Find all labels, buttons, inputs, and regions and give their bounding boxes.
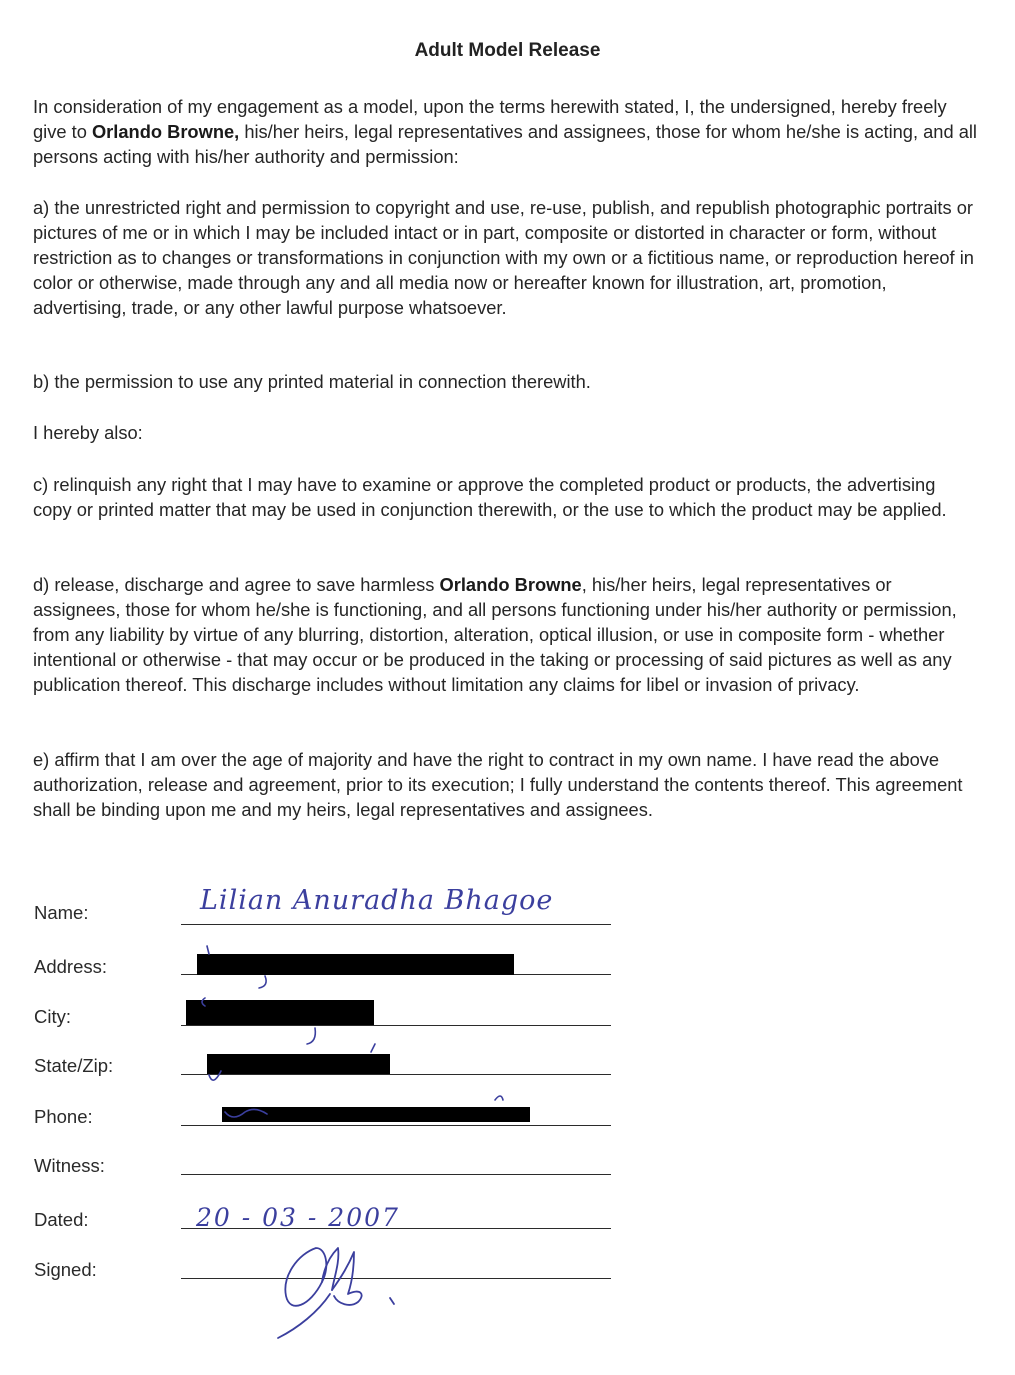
clause-d-post: , his/her heirs, legal representatives or assignees, those for whom he/she is functioning, and all persons functioning under his/her authority or permission, from any liability by virtue of any blurring, distortion, alteration, optical illusion, or use in composite form - whether intentional or otherwise - that may occur or be produced in the taking or processing of said pictures as well as any publication thereof. This discharge includes without limitation any claims for libel or invasion of privacy. bbox=[33, 574, 957, 695]
clause-a: a) the unrestricted right and permission to copyright and use, re-use, publish, and republish photographic portraits or pictures of me or in which I may be included intact or in part, composite or distorted in character or form, without restriction as to changes or transformations in conjunction with my own or a fictitious name, or reproduction hereof in color or otherwise, made through any and all media now or hereafter known for illustration, art, promotion, advertising, trade, or any other lawful purpose whatsoever. bbox=[33, 197, 974, 318]
handwritten-name: Lilian Anuradha Bhagoe bbox=[200, 885, 554, 916]
witness-line[interactable] bbox=[181, 1174, 611, 1175]
witness-label: Witness: bbox=[34, 1155, 105, 1176]
party-name: Orlando Browne, bbox=[91, 121, 240, 142]
signed-label: Signed: bbox=[34, 1259, 97, 1280]
phone-label: Phone: bbox=[34, 1106, 93, 1127]
handwritten-date: 20 - 03 - 2007 bbox=[196, 1203, 400, 1232]
clause-c: c) relinquish any right that I may have to examine or approve the completed product or products, the advertising copy or printed matter that may be used in conjunction therewith, or the use to which the product may be applied. bbox=[33, 474, 947, 520]
phone-line[interactable] bbox=[181, 1125, 611, 1126]
party-name-d: Orlando Browne bbox=[439, 574, 582, 595]
state-zip-label: State/Zip: bbox=[34, 1055, 114, 1076]
city-label: City: bbox=[34, 1006, 71, 1027]
intro-text-post: his/her heirs, legal representatives and assignees, those for whom he/she is acting, and all persons acting with his/her authority and permission: bbox=[33, 121, 977, 167]
signature-icon bbox=[268, 1232, 408, 1344]
also-heading: I hereby also: bbox=[33, 422, 143, 443]
address-label: Address: bbox=[34, 956, 108, 977]
name-line[interactable] bbox=[181, 924, 611, 925]
clause-b: b) the permission to use any printed material in connection therewith. bbox=[33, 371, 591, 392]
clause-d-pre: d) release, discharge and agree to save harmless bbox=[33, 574, 440, 595]
handwriting-remnants-icon bbox=[195, 940, 615, 1120]
document-title: Adult Model Release bbox=[414, 40, 601, 61]
intro-paragraph bbox=[33, 94, 978, 169]
clause-d bbox=[33, 572, 978, 697]
clause-e: e) affirm that I am over the age of majority and have the right to contract in my own name. I have read the above authorization, release and agreement, prior to its execution; I fully understand the contents thereof. This agreement shall be binding upon me and my heirs, legal representatives and assignees. bbox=[33, 749, 963, 820]
intro-text-pre: In consideration of my engagement as a model, upon the terms herewith stated, I, the undersigned, hereby freely give to bbox=[33, 96, 947, 142]
name-label: Name: bbox=[34, 902, 89, 923]
dated-label: Dated: bbox=[34, 1209, 89, 1230]
